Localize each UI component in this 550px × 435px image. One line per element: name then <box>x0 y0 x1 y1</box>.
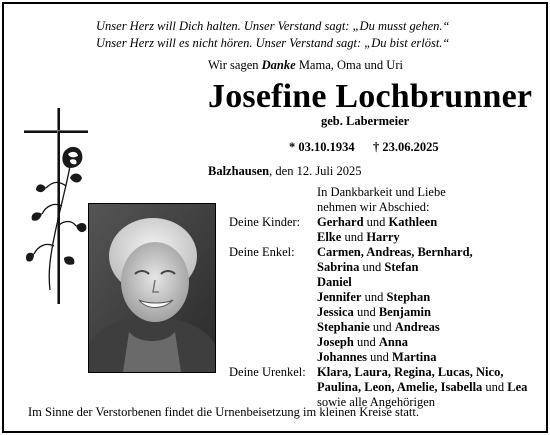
enkel-row-7 <box>317 334 408 350</box>
enkel-label: Deine Enkel: <box>229 245 295 259</box>
connector: und <box>363 215 389 229</box>
enkel-name: Stephan <box>386 290 431 304</box>
cross-rose-icon <box>24 108 92 308</box>
enkel-name: Stefan <box>384 260 419 274</box>
connector: und <box>341 230 367 244</box>
death-date: † 23.06.2025 <box>373 140 439 154</box>
place-date <box>208 163 362 179</box>
enkel-name: Andreas <box>394 320 440 334</box>
kind-name: Harry <box>366 230 400 244</box>
thanks-emphasis: Danke <box>261 58 296 72</box>
thanks-prefix: Wir sagen <box>208 58 262 72</box>
enkel-name: Joseph <box>317 335 354 349</box>
enkel-name: Martina <box>392 350 437 364</box>
enkel-row-3: Daniel <box>317 275 352 289</box>
quote-line-1: Unser Herz will Dich halten. Unser Verstand sagt: „Du musst gehen.“ <box>96 19 450 33</box>
enkel-name: Jessica <box>317 305 354 319</box>
kind-name: Elke <box>317 230 342 244</box>
intro-line-1: In Dankbarkeit und Liebe <box>317 185 446 199</box>
connector: und <box>359 260 385 274</box>
intro-line-2: nehmen wir Abschied: <box>317 200 430 214</box>
urenkel-row-3: sowie alle Angehörigen <box>317 395 436 409</box>
kinder-label: Deine Kinder: <box>229 215 301 229</box>
enkel-row-1: Carmen, Andreas, Bernhard, <box>317 245 473 259</box>
connector: und <box>482 380 508 394</box>
urenkel-name: Lea <box>507 380 528 394</box>
enkel-name: Johannes <box>317 350 368 364</box>
footer-note: Im Sinne der Verstorbenen findet die Urnenbeisetzung im kleinen Kreise statt. <box>28 405 419 419</box>
enkel-name: Benjamin <box>378 305 431 319</box>
portrait-photo <box>88 203 216 373</box>
kinder-row-2 <box>317 229 400 245</box>
enkel-row-2 <box>317 259 418 275</box>
connector: und <box>353 305 379 319</box>
place: Balzhausen <box>208 164 270 178</box>
urenkel-label: Deine Urenkel: <box>229 365 306 379</box>
enkel-row-6 <box>317 319 440 335</box>
urenkel-row-2 <box>317 379 527 395</box>
enkel-row-5 <box>317 304 431 320</box>
thanks-suffix: Mama, Oma und Uri <box>295 58 403 72</box>
enkel-name: Anna <box>378 335 409 349</box>
urenkel-row-1: Klara, Laura, Regina, Lucas, Nico, <box>317 365 504 379</box>
kind-name: Kathleen <box>388 215 438 229</box>
enkel-name: Stephanie <box>317 320 370 334</box>
kinder-row-1 <box>317 214 437 230</box>
date: , den 12. Juli 2025 <box>269 164 362 178</box>
enkel-row-4 <box>317 289 430 305</box>
enkel-name: Jennifer <box>317 290 362 304</box>
enkel-name: Sabrina <box>317 260 360 274</box>
enkel-row-8 <box>317 349 436 365</box>
deceased-name: Josefine Lochbrunner <box>208 78 533 115</box>
connector: und <box>353 335 379 349</box>
thanks-line <box>208 57 403 73</box>
kind-name: Gerhard <box>317 215 364 229</box>
urenkel-names: Paulina, Leon, Amelie, Isabella <box>317 380 483 394</box>
portrait-image <box>89 204 215 372</box>
connector: und <box>369 320 395 334</box>
quote-line-2: Unser Herz will es nicht hören. Unser Verstand sagt: „Du bist erlöst.“ <box>96 36 450 50</box>
connector: und <box>367 350 393 364</box>
maiden-name: geb. Labermeier <box>321 114 410 128</box>
birth-date: * 03.10.1934 <box>289 140 355 154</box>
connector: und <box>361 290 387 304</box>
